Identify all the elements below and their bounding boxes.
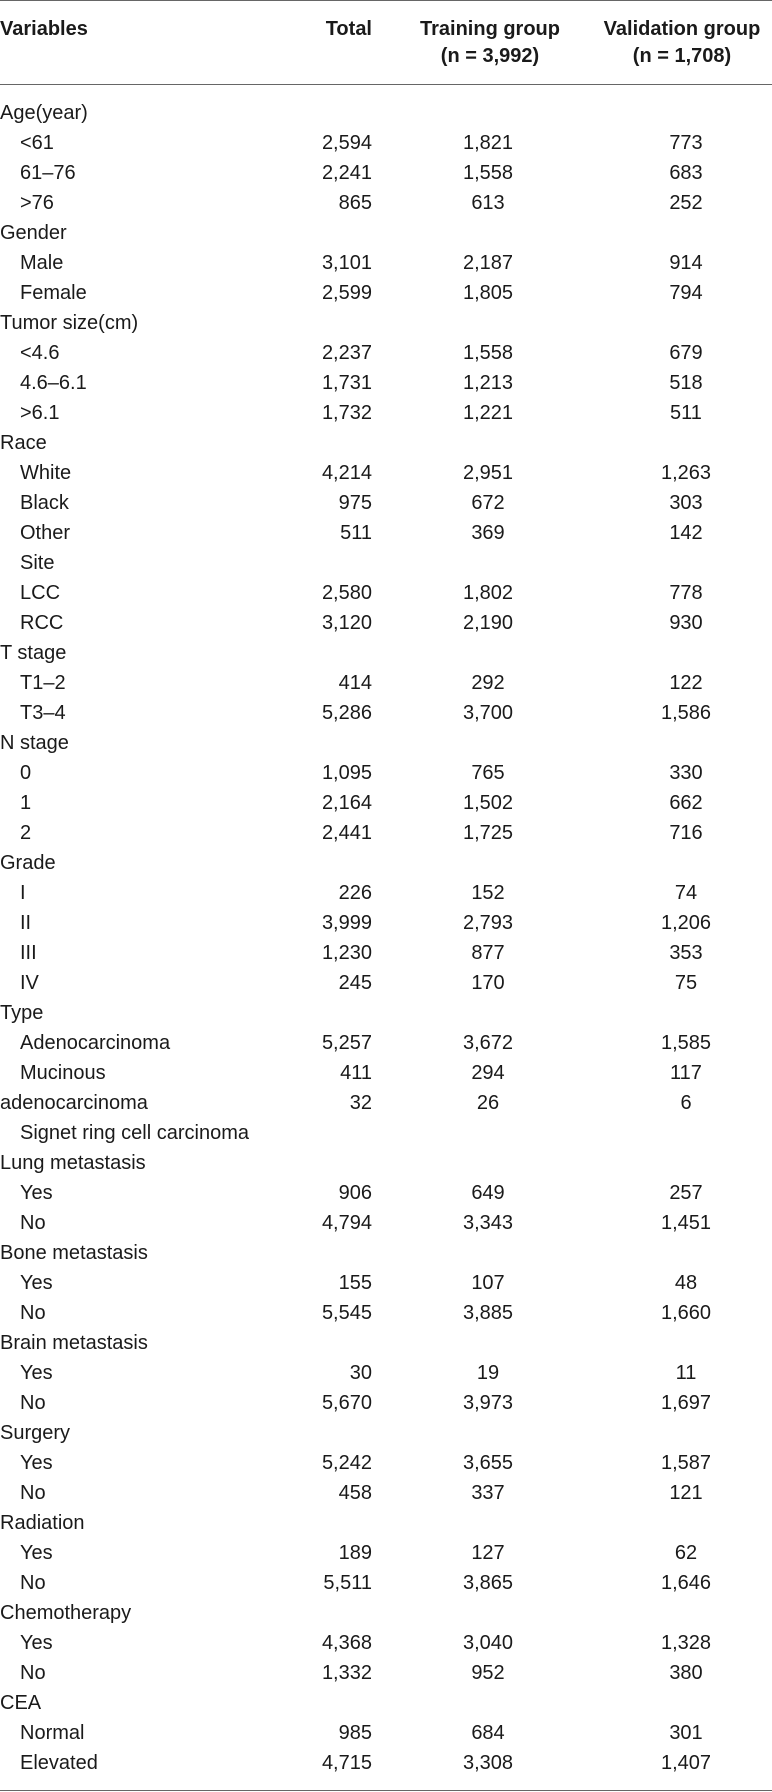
validation-cell: 930 — [669, 612, 703, 634]
training-cell: 1,502 — [462, 792, 514, 814]
table-row — [0, 1508, 772, 1538]
row-label: Yes — [20, 1182, 53, 1204]
table-row — [0, 938, 772, 968]
validation-cell: 353 — [669, 942, 703, 964]
bottom-rule — [0, 1790, 772, 1791]
training-cell: 292 — [471, 672, 505, 694]
table-row — [0, 1388, 772, 1418]
validation-cell: 1,407 — [660, 1752, 712, 1774]
table-row — [0, 968, 772, 998]
header-training — [400, 16, 580, 70]
training-cell: 3,655 — [462, 1452, 514, 1474]
table-row — [0, 1718, 772, 1748]
training-cell: 3,040 — [462, 1632, 514, 1654]
table-row — [0, 818, 772, 848]
total-cell: 1,230 — [321, 942, 372, 964]
table-row — [0, 1208, 772, 1238]
row-label: >76 — [20, 192, 54, 214]
table-row — [0, 128, 772, 158]
row-label: III — [20, 942, 37, 964]
total-cell: 189 — [338, 1542, 372, 1564]
row-label: Site — [20, 552, 55, 574]
table-row — [0, 488, 772, 518]
total-cell: 1,731 — [321, 372, 372, 394]
validation-cell: 1,585 — [660, 1032, 712, 1054]
training-cell: 877 — [471, 942, 505, 964]
total-cell: 2,164 — [321, 792, 372, 814]
total-cell: 245 — [338, 972, 372, 994]
validation-cell: 773 — [669, 132, 703, 154]
table-row — [0, 1148, 772, 1178]
row-label: Black — [20, 492, 69, 514]
training-cell: 1,558 — [462, 342, 514, 364]
table-row — [0, 368, 772, 398]
training-cell: 337 — [471, 1482, 505, 1504]
row-label: Yes — [20, 1542, 53, 1564]
row-label: T stage — [0, 642, 67, 664]
table-row — [0, 98, 772, 128]
training-cell: 294 — [471, 1062, 505, 1084]
row-label: Mucinous — [20, 1062, 106, 1084]
table-row — [0, 848, 772, 878]
validation-cell: 683 — [669, 162, 703, 184]
training-cell: 369 — [471, 522, 505, 544]
table-row — [0, 1028, 772, 1058]
row-label: <61 — [20, 132, 54, 154]
row-label: Male — [20, 252, 64, 274]
header-rule — [0, 84, 772, 85]
row-label: Type — [0, 1002, 44, 1024]
table-row — [0, 1088, 772, 1118]
row-label: Normal — [20, 1722, 85, 1744]
header-validation-title: Validation group — [603, 18, 761, 40]
validation-cell: 380 — [669, 1662, 703, 1684]
validation-cell: 1,328 — [660, 1632, 712, 1654]
row-label: No — [20, 1212, 46, 1234]
table-row — [0, 908, 772, 938]
validation-cell: 662 — [669, 792, 703, 814]
validation-cell: 679 — [669, 342, 703, 364]
training-cell: 649 — [471, 1182, 505, 1204]
table-row — [0, 1748, 772, 1778]
table-row — [0, 1478, 772, 1508]
total-cell: 155 — [338, 1272, 372, 1294]
row-label: 61–76 — [20, 162, 76, 184]
header-variables: Variables — [0, 18, 88, 40]
table-row — [0, 548, 772, 578]
validation-cell: 1,263 — [660, 462, 712, 484]
total-cell: 226 — [338, 882, 372, 904]
training-cell: 3,885 — [462, 1302, 514, 1324]
training-cell: 19 — [476, 1362, 500, 1384]
total-cell: 865 — [338, 192, 372, 214]
table-row — [0, 1658, 772, 1688]
training-cell: 2,190 — [462, 612, 514, 634]
total-cell: 4,368 — [321, 1632, 372, 1654]
table-row — [0, 1118, 772, 1148]
row-label: <4.6 — [20, 342, 60, 364]
validation-cell: 716 — [669, 822, 703, 844]
validation-cell: 1,587 — [660, 1452, 712, 1474]
row-label: No — [20, 1392, 46, 1414]
total-cell: 30 — [349, 1362, 372, 1384]
training-cell: 1,213 — [462, 372, 514, 394]
row-label: Bone metastasis — [0, 1242, 148, 1264]
total-cell: 5,286 — [321, 702, 372, 724]
training-cell: 3,672 — [462, 1032, 514, 1054]
row-label: Adenocarcinoma — [20, 1032, 171, 1054]
table-row — [0, 638, 772, 668]
row-label: Lung metastasis — [0, 1152, 146, 1174]
row-label: adenocarcinoma — [0, 1092, 148, 1114]
row-label: 0 — [20, 762, 32, 784]
header-total: Total — [325, 18, 372, 40]
table-row — [0, 1298, 772, 1328]
row-label: >6.1 — [20, 402, 60, 424]
validation-cell: 117 — [670, 1062, 702, 1084]
training-cell: 26 — [476, 1092, 500, 1114]
row-label: Yes — [20, 1272, 53, 1294]
table-row — [0, 1628, 772, 1658]
row-label: Age(year) — [0, 102, 88, 124]
training-cell: 170 — [471, 972, 505, 994]
total-cell: 411 — [340, 1062, 372, 1084]
training-cell: 765 — [471, 762, 505, 784]
row-label: No — [20, 1662, 46, 1684]
table-body — [0, 98, 772, 1778]
row-label: Yes — [20, 1632, 53, 1654]
validation-cell: 142 — [669, 522, 703, 544]
table-row — [0, 578, 772, 608]
total-cell: 5,511 — [323, 1572, 372, 1594]
total-cell: 4,715 — [321, 1752, 372, 1774]
validation-cell: 11 — [675, 1362, 697, 1384]
row-label: No — [20, 1482, 46, 1504]
training-cell: 127 — [471, 1542, 505, 1564]
total-cell: 2,599 — [321, 282, 372, 304]
validation-cell: 122 — [669, 672, 703, 694]
validation-cell: 252 — [669, 192, 703, 214]
row-label: T3–4 — [20, 702, 66, 724]
total-cell: 985 — [338, 1722, 372, 1744]
row-label: Surgery — [0, 1422, 71, 1444]
table-row — [0, 608, 772, 638]
training-cell: 1,558 — [462, 162, 514, 184]
total-cell: 2,594 — [321, 132, 372, 154]
table-row — [0, 188, 772, 218]
table-row — [0, 428, 772, 458]
table-row — [0, 398, 772, 428]
validation-cell: 914 — [669, 252, 703, 274]
total-cell: 975 — [338, 492, 372, 514]
total-cell: 3,101 — [321, 252, 372, 274]
row-label: Other — [20, 522, 71, 544]
total-cell: 906 — [338, 1182, 372, 1204]
training-cell: 1,802 — [462, 582, 514, 604]
row-label: IV — [20, 972, 39, 994]
training-cell: 3,973 — [462, 1392, 514, 1414]
total-cell: 1,332 — [321, 1662, 372, 1684]
total-cell: 4,794 — [321, 1212, 372, 1234]
training-cell: 3,865 — [462, 1572, 514, 1594]
training-cell: 1,805 — [462, 282, 514, 304]
row-label: Yes — [20, 1362, 53, 1384]
table-row — [0, 158, 772, 188]
row-label: Tumor size(cm) — [0, 312, 139, 334]
validation-cell: 6 — [680, 1092, 692, 1114]
row-label: Grade — [0, 852, 56, 874]
training-cell: 2,793 — [462, 912, 514, 934]
training-cell: 3,308 — [462, 1752, 514, 1774]
training-cell: 1,821 — [462, 132, 514, 154]
total-cell: 1,095 — [321, 762, 372, 784]
validation-cell: 1,586 — [660, 702, 712, 724]
validation-cell: 518 — [669, 372, 703, 394]
table-row — [0, 1448, 772, 1478]
total-cell: 3,120 — [321, 612, 372, 634]
row-label: Chemotherapy — [0, 1602, 132, 1624]
total-cell: 2,441 — [321, 822, 372, 844]
row-label: T1–2 — [20, 672, 66, 694]
table-row — [0, 728, 772, 758]
validation-cell: 301 — [669, 1722, 703, 1744]
table-row — [0, 1268, 772, 1298]
total-cell: 3,999 — [321, 912, 372, 934]
validation-cell: 1,660 — [660, 1302, 712, 1324]
row-label: II — [20, 912, 32, 934]
training-cell: 2,951 — [462, 462, 514, 484]
row-label: Female — [20, 282, 87, 304]
row-label: Signet ring cell carcinoma — [20, 1122, 249, 1144]
table-row — [0, 668, 772, 698]
header-validation-n: (n = 1,708) — [632, 45, 732, 67]
row-label: 1 — [20, 792, 32, 814]
row-label: No — [20, 1302, 46, 1324]
table-row — [0, 1598, 772, 1628]
training-cell: 1,221 — [462, 402, 514, 424]
table-row — [0, 338, 772, 368]
validation-cell: 1,451 — [660, 1212, 712, 1234]
row-label: CEA — [0, 1692, 42, 1714]
validation-cell: 1,206 — [660, 912, 712, 934]
table-row — [0, 278, 772, 308]
table-row — [0, 1538, 772, 1568]
validation-cell: 330 — [669, 762, 703, 784]
validation-cell: 257 — [669, 1182, 703, 1204]
training-cell: 3,700 — [462, 702, 514, 724]
header-training-title: Training group — [420, 18, 560, 40]
training-cell: 952 — [471, 1662, 505, 1684]
validation-cell: 48 — [674, 1272, 698, 1294]
row-label: 4.6–6.1 — [20, 372, 87, 394]
validation-cell: 511 — [670, 402, 702, 424]
table-row — [0, 248, 772, 278]
table-row — [0, 1418, 772, 1448]
training-cell: 1,725 — [462, 822, 514, 844]
training-cell: 613 — [471, 192, 505, 214]
total-cell: 2,237 — [321, 342, 372, 364]
table-row — [0, 458, 772, 488]
validation-cell: 62 — [674, 1542, 698, 1564]
validation-cell: 121 — [669, 1482, 703, 1504]
validation-cell: 794 — [669, 282, 703, 304]
table-row — [0, 1568, 772, 1598]
table-row — [0, 518, 772, 548]
row-label: Gender — [0, 222, 67, 244]
row-label: RCC — [20, 612, 64, 634]
training-cell: 2,187 — [462, 252, 514, 274]
total-cell: 4,214 — [321, 462, 372, 484]
total-cell: 1,732 — [321, 402, 372, 424]
header-training-n: (n = 3,992) — [440, 45, 540, 67]
validation-cell: 75 — [674, 972, 698, 994]
table-row — [0, 218, 772, 248]
row-label: Yes — [20, 1452, 53, 1474]
training-cell: 684 — [471, 1722, 505, 1744]
validation-cell: 1,697 — [660, 1392, 712, 1414]
table-row — [0, 1058, 772, 1088]
row-label: Brain metastasis — [0, 1332, 148, 1354]
table-row — [0, 1688, 772, 1718]
table-row — [0, 1358, 772, 1388]
row-label: 2 — [20, 822, 32, 844]
validation-cell: 778 — [669, 582, 703, 604]
total-cell: 2,580 — [321, 582, 372, 604]
training-cell: 3,343 — [462, 1212, 514, 1234]
validation-cell: 303 — [669, 492, 703, 514]
row-label: No — [20, 1572, 46, 1594]
row-label: N stage — [0, 732, 69, 754]
total-cell: 2,241 — [321, 162, 372, 184]
row-label: Radiation — [0, 1512, 85, 1534]
validation-cell: 74 — [674, 882, 698, 904]
row-label: Race — [0, 432, 47, 454]
total-cell: 5,545 — [321, 1302, 372, 1324]
table-row — [0, 788, 772, 818]
total-cell: 5,670 — [321, 1392, 372, 1414]
total-cell: 5,242 — [321, 1452, 372, 1474]
row-label: White — [20, 462, 72, 484]
row-label: LCC — [20, 582, 61, 604]
table-row — [0, 698, 772, 728]
table-row — [0, 1328, 772, 1358]
total-cell: 458 — [338, 1482, 372, 1504]
total-cell: 414 — [338, 672, 372, 694]
row-label: Elevated — [20, 1752, 98, 1774]
header-validation — [592, 16, 772, 70]
table-row — [0, 1178, 772, 1208]
total-cell: 32 — [349, 1092, 372, 1114]
table-row — [0, 878, 772, 908]
table-row — [0, 758, 772, 788]
total-cell: 5,257 — [321, 1032, 372, 1054]
table-row — [0, 1238, 772, 1268]
training-cell: 107 — [471, 1272, 505, 1294]
training-cell: 672 — [471, 492, 505, 514]
validation-cell: 1,646 — [660, 1572, 712, 1594]
training-cell: 152 — [471, 882, 505, 904]
row-label: I — [20, 882, 26, 904]
top-rule — [0, 0, 772, 1]
table-row — [0, 998, 772, 1028]
table-row — [0, 308, 772, 338]
total-cell: 511 — [340, 522, 372, 544]
